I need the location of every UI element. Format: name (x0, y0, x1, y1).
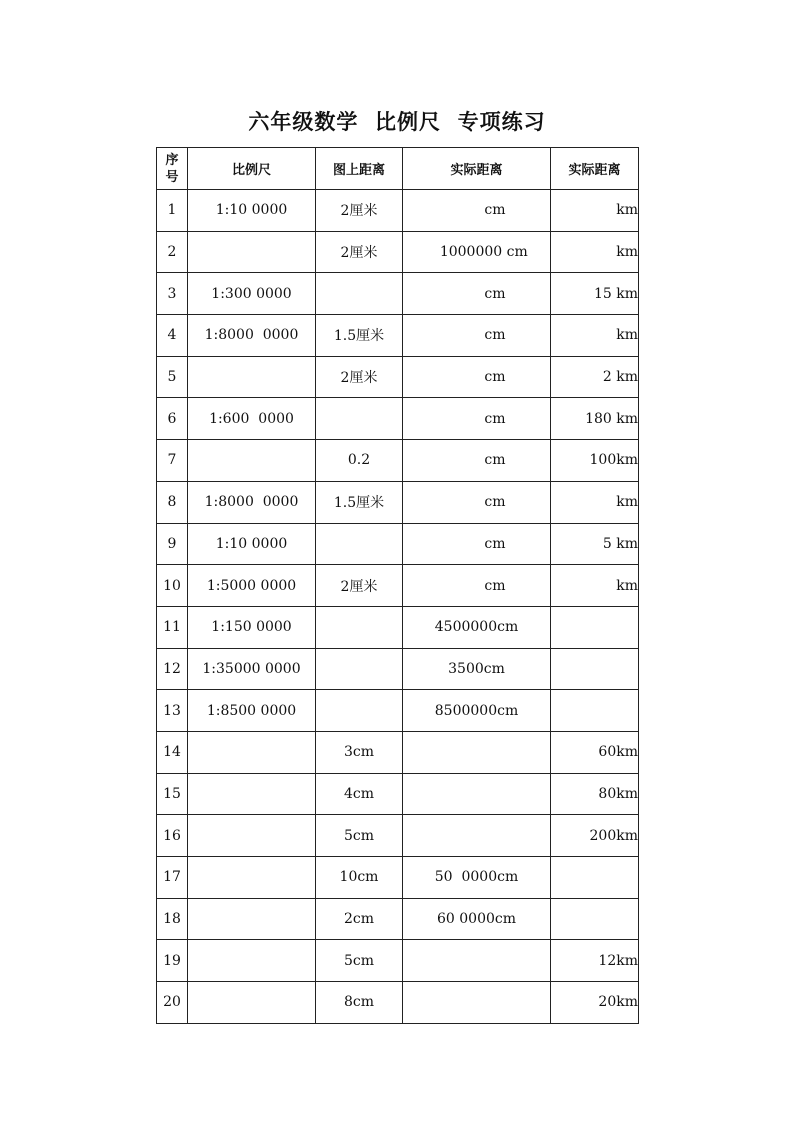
cell-map-distance (316, 523, 403, 565)
cell-actual-distance-km: 5 km (551, 523, 639, 565)
cell-scale (188, 231, 316, 273)
cell-map-distance (316, 273, 403, 315)
cell-actual-distance-cm: cm (403, 565, 551, 607)
cell-scale (188, 440, 316, 482)
cell-actual-distance-cm: 50 0000cm (403, 857, 551, 899)
table-row (157, 857, 639, 899)
cell-map-distance (316, 606, 403, 648)
cell-map-distance: 0.2 (316, 440, 403, 482)
table-row (157, 565, 639, 607)
cell-scale: 1:150 0000 (188, 606, 316, 648)
cell-map-distance: 2厘米 (316, 190, 403, 232)
cell-actual-distance-km (551, 898, 639, 940)
header-seq: 序 号 (157, 148, 188, 190)
cell-seq: 13 (157, 690, 188, 732)
cell-seq: 17 (157, 857, 188, 899)
table-row (157, 523, 639, 565)
cell-actual-distance-km: km (551, 565, 639, 607)
cell-map-distance: 2厘米 (316, 356, 403, 398)
cell-actual-distance-km: 20km (551, 982, 639, 1024)
cell-seq: 10 (157, 565, 188, 607)
cell-seq: 1 (157, 190, 188, 232)
cell-seq: 6 (157, 398, 188, 440)
cell-actual-distance-km: 2 km (551, 356, 639, 398)
table-row (157, 606, 639, 648)
cell-actual-distance-cm: 1000000 cm (403, 231, 551, 273)
table-row (157, 690, 639, 732)
cell-actual-distance-km: km (551, 231, 639, 273)
cell-actual-distance-cm: cm (403, 481, 551, 523)
cell-scale: 1:35000 0000 (188, 648, 316, 690)
cell-scale: 1:8000 0000 (188, 481, 316, 523)
cell-seq: 8 (157, 481, 188, 523)
table-row (157, 231, 639, 273)
cell-seq: 12 (157, 648, 188, 690)
cell-actual-distance-km: 180 km (551, 398, 639, 440)
cell-actual-distance-km: 15 km (551, 273, 639, 315)
cell-map-distance: 8cm (316, 982, 403, 1024)
cell-seq: 18 (157, 898, 188, 940)
cell-actual-distance-cm: 8500000cm (403, 690, 551, 732)
cell-map-distance (316, 648, 403, 690)
cell-map-distance: 4cm (316, 773, 403, 815)
cell-scale: 1:300 0000 (188, 273, 316, 315)
cell-actual-distance-cm: cm (403, 315, 551, 357)
cell-scale: 1:600 0000 (188, 398, 316, 440)
cell-actual-distance-km: 100km (551, 440, 639, 482)
cell-actual-distance-km (551, 648, 639, 690)
table-row (157, 731, 639, 773)
cell-actual-distance-km (551, 606, 639, 648)
cell-scale (188, 356, 316, 398)
cell-seq: 19 (157, 940, 188, 982)
header-actual-distance-cm: 实际距离 (403, 148, 551, 190)
cell-seq: 16 (157, 815, 188, 857)
cell-map-distance: 2厘米 (316, 565, 403, 607)
header-scale: 比例尺 (188, 148, 316, 190)
cell-actual-distance-km: 12km (551, 940, 639, 982)
cell-seq: 9 (157, 523, 188, 565)
cell-actual-distance-km (551, 690, 639, 732)
cell-actual-distance-cm: 60 0000cm (403, 898, 551, 940)
cell-map-distance (316, 690, 403, 732)
header-map-distance: 图上距离 (316, 148, 403, 190)
cell-seq: 3 (157, 273, 188, 315)
cell-map-distance: 10cm (316, 857, 403, 899)
table-body (157, 190, 639, 1024)
table-row (157, 315, 639, 357)
exercise-table (156, 147, 639, 1024)
table-row (157, 481, 639, 523)
header-row (157, 148, 639, 190)
cell-scale (188, 898, 316, 940)
cell-map-distance: 3cm (316, 731, 403, 773)
cell-actual-distance-cm: cm (403, 190, 551, 232)
cell-actual-distance-cm: 4500000cm (403, 606, 551, 648)
cell-map-distance: 2厘米 (316, 231, 403, 273)
cell-actual-distance-cm (403, 982, 551, 1024)
cell-actual-distance-km: 200km (551, 815, 639, 857)
table-row (157, 398, 639, 440)
cell-actual-distance-cm: cm (403, 523, 551, 565)
cell-scale (188, 815, 316, 857)
table-row (157, 815, 639, 857)
cell-actual-distance-km: km (551, 190, 639, 232)
cell-scale: 1:8000 0000 (188, 315, 316, 357)
cell-scale (188, 940, 316, 982)
cell-map-distance: 5cm (316, 815, 403, 857)
cell-actual-distance-cm (403, 940, 551, 982)
table-row (157, 356, 639, 398)
cell-actual-distance-cm: cm (403, 273, 551, 315)
cell-actual-distance-cm: cm (403, 440, 551, 482)
cell-map-distance: 5cm (316, 940, 403, 982)
cell-scale: 1:5000 0000 (188, 565, 316, 607)
table-row (157, 190, 639, 232)
cell-scale: 1:10 0000 (188, 190, 316, 232)
cell-actual-distance-km: 60km (551, 731, 639, 773)
cell-scale: 1:10 0000 (188, 523, 316, 565)
cell-actual-distance-cm: 3500cm (403, 648, 551, 690)
page-title: 六年级数学 比例尺 专项练习 (248, 109, 546, 134)
cell-actual-distance-km: km (551, 315, 639, 357)
cell-seq: 14 (157, 731, 188, 773)
cell-actual-distance-km: 80km (551, 773, 639, 815)
cell-scale: 1:8500 0000 (188, 690, 316, 732)
table-row (157, 648, 639, 690)
cell-scale (188, 731, 316, 773)
cell-actual-distance-cm (403, 815, 551, 857)
table-row (157, 440, 639, 482)
cell-actual-distance-km (551, 857, 639, 899)
cell-scale (188, 857, 316, 899)
cell-seq: 7 (157, 440, 188, 482)
cell-actual-distance-cm (403, 773, 551, 815)
cell-seq: 2 (157, 231, 188, 273)
cell-map-distance: 1.5厘米 (316, 315, 403, 357)
cell-actual-distance-cm: cm (403, 356, 551, 398)
table-row (157, 940, 639, 982)
cell-scale (188, 982, 316, 1024)
cell-scale (188, 773, 316, 815)
cell-actual-distance-cm (403, 731, 551, 773)
cell-seq: 4 (157, 315, 188, 357)
cell-seq: 5 (157, 356, 188, 398)
table-row (157, 773, 639, 815)
cell-actual-distance-km: km (551, 481, 639, 523)
cell-actual-distance-cm: cm (403, 398, 551, 440)
header-actual-distance-km: 实际距离 (551, 148, 639, 190)
cell-map-distance (316, 398, 403, 440)
table-row (157, 273, 639, 315)
cell-seq: 11 (157, 606, 188, 648)
table-row (157, 982, 639, 1024)
cell-seq: 20 (157, 982, 188, 1024)
cell-map-distance: 1.5厘米 (316, 481, 403, 523)
cell-seq: 15 (157, 773, 188, 815)
cell-map-distance: 2cm (316, 898, 403, 940)
table-row (157, 898, 639, 940)
